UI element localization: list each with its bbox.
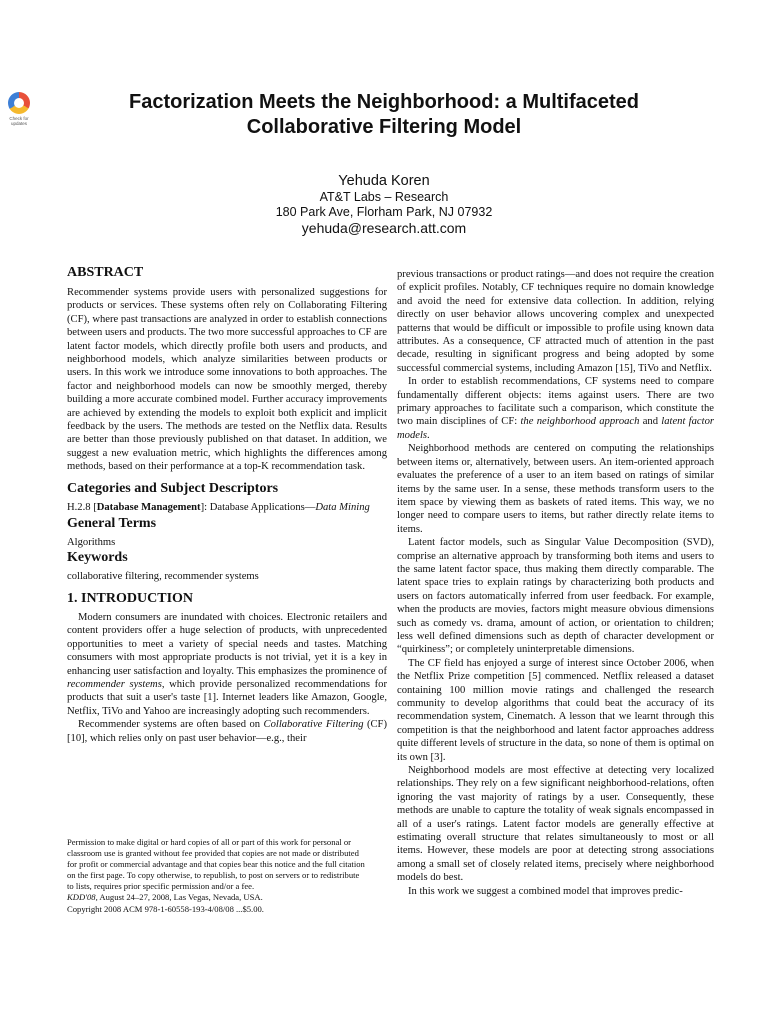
- permission-footnote: [67, 837, 367, 915]
- right-column: [397, 268, 714, 898]
- categories-text: H.2.8 [Database Management]: Database Applications—Data Mining: [67, 501, 370, 513]
- permission-text: Permission to make digital or hard copies of all or part of this work for personal or classroom use is granted without fee provided that copies are not made or distributed for profit or commercial advantage and that copies bear this notice and the full citation on the first page. To copy otherwise, to republish, to post on servers or to redistribute to lists, requires prior specific permission and/or a fee.: [67, 837, 365, 892]
- author-address: 180 Park Ave, Florham Park, NJ 07932: [275, 205, 493, 219]
- body-paragraph: The CF field has enjoyed a surge of interest since October 2006, when the Netflix Prize competition [5] commenced. Netflix released a dataset containing 100 million movie ratings and challenged the research community to develop algorithms that could beat the accuracy of its recommendation system, Cinematch. A lesson that we learnt through this competition is that the neighborhood and latent factor approaches address quite different levels of structure in the data, so none of them is optimal on its own [3].: [397, 657, 714, 763]
- author-block: [60, 172, 708, 236]
- intro-paragraph: Modern consumers are inundated with choices. Electronic retailers and content providers offer a huge selection of products, with unprecedented opportunities to meet a variety of special needs and tastes. Matching consumers with most appropriate products is not trivial, yet it is a key in enhancing user satisfaction and loyalty. This emphasizes the prominence of recommender systems, which provide personalized recommendations for products that suit a user's taste [1]. Internet leaders like Amazon, Google, Netflix, TiVo and Yahoo are increasingly adopting such recommenders.: [67, 611, 387, 717]
- check-for-updates-icon: [8, 92, 30, 114]
- keywords-text: collaborative filtering, recommender systems: [67, 570, 259, 582]
- categories-heading: Categories and Subject Descriptors: [67, 480, 279, 496]
- intro-paragraph: Recommender systems are often based on Collaborative Filtering (CF) [10], which relies only on past user behavior—e.g., their: [67, 719, 387, 744]
- body-paragraph: previous transactions or product ratings—and does not require the creation of explicit profiles. Notably, CF techniques require no domain knowledge and avoid the need for extensive data collection. In addition, relying directly on user behavior allows uncovering complex and unexpected patterns that would be difficult or impossible to profile using known data attributes. As a consequence, CF attracted much of attention in the past decade, resulting in significant progress and being adopted by some successful commercial systems, including Amazon [15], TiVo and Netflix.: [397, 269, 714, 374]
- left-column: [67, 265, 387, 745]
- keywords-heading: Keywords: [67, 549, 128, 565]
- body-paragraph: Neighborhood models are most effective at detecting very localized relationships. They rely on a few significant neighborhood-relations, often ignoring the vast majority of ratings by a user. Consequently, these methods are unable to capture the totality of weak signals encompassed in all of a user's ratings. Latent factor models are generally effective at estimating overall structure that relates simultaneously to most or all items. However, these models are poor at detecting strong associations among a small set of closely related items, precisely where neighborhood models do best.: [397, 765, 714, 884]
- body-paragraph: In this work we suggest a combined model that improves predic-: [408, 885, 683, 897]
- intro-heading: 1. INTRODUCTION: [67, 590, 194, 606]
- body-paragraph: Latent factor models, such as Singular Value Decomposition (SVD), comprise an alternative approach by transforming both items and users to the same latent factor space, thus making them directly comparable. The latent space tries to explain ratings by characterizing both products and users on factors automatically inferred from user feedback. For example, when the products are movies, factors might measure obvious dimensions such as comedy vs. drama, amount of action, or orientation to children; less well defined dimensions such as depth of character development or “quirkiness”; or completely uninterpretable dimensions.: [397, 537, 714, 656]
- check-for-updates-badge[interactable]: [6, 92, 32, 126]
- general-terms-text: Algorithms: [67, 537, 116, 549]
- body-paragraph: In order to establish recommendations, CF systems need to compare fundamentally different objects: items against users. There are two primary approaches to facilitate such a comparison, which constitute the two main disciplines of CF: the neighborhood approach and latent factor models.: [397, 376, 714, 441]
- general-terms-heading: General Terms: [67, 516, 157, 532]
- badge-label: Check for updates: [9, 116, 29, 126]
- abstract-text: Recommender systems provide users with personalized suggestions for products or services. These systems often rely on Collaborating Filtering (CF), where past transactions are analyzed in order to establish connections between users and products. The two more successful approaches to CF are latent factor models, which directly profile both users and products, and neighborhood models, which analyze similarities between products or users. In this work we introduce some innovations to both approaches. The factor and neighborhood models can now be smoothly merged, thereby building a more accurate combined model. Further accuracy improvements are achieved by extending the models to exploit both explicit and implicit feedback by the users. The methods are tested on the Netflix data. Results are better than those previously published on that dataset. In addition, we suggest a new evaluation metric, which highlights the differences among methods, based on their performance at a top-K recommendation task.: [67, 287, 387, 473]
- author-name: Yehuda Koren: [338, 173, 430, 189]
- conference-line: KDD'08, August 24–27, 2008, Las Vegas, Nevada, USA.: [67, 892, 263, 903]
- abstract-heading: ABSTRACT: [67, 265, 144, 280]
- copyright-line: Copyright 2008 ACM 978-1-60558-193-4/08/08 ...$5.00.: [67, 903, 264, 914]
- author-email: yehuda@research.att.com: [301, 220, 467, 236]
- body-paragraph: Neighborhood methods are centered on computing the relationships between items or, alternatively, between users. An item-oriented approach evaluates the preference of a user to an item based on ratings of similar items by the same user. In a sense, these methods transform users to the item space by viewing them as baskets of rated items. This way, we no longer need to compare users to items, but rather directly relate items to items.: [397, 443, 714, 535]
- paper-title: Factorization Meets the Neighborhood: a Multifaceted Collaborative Filtering Model: [128, 91, 640, 138]
- author-affiliation: AT&T Labs – Research: [319, 190, 449, 204]
